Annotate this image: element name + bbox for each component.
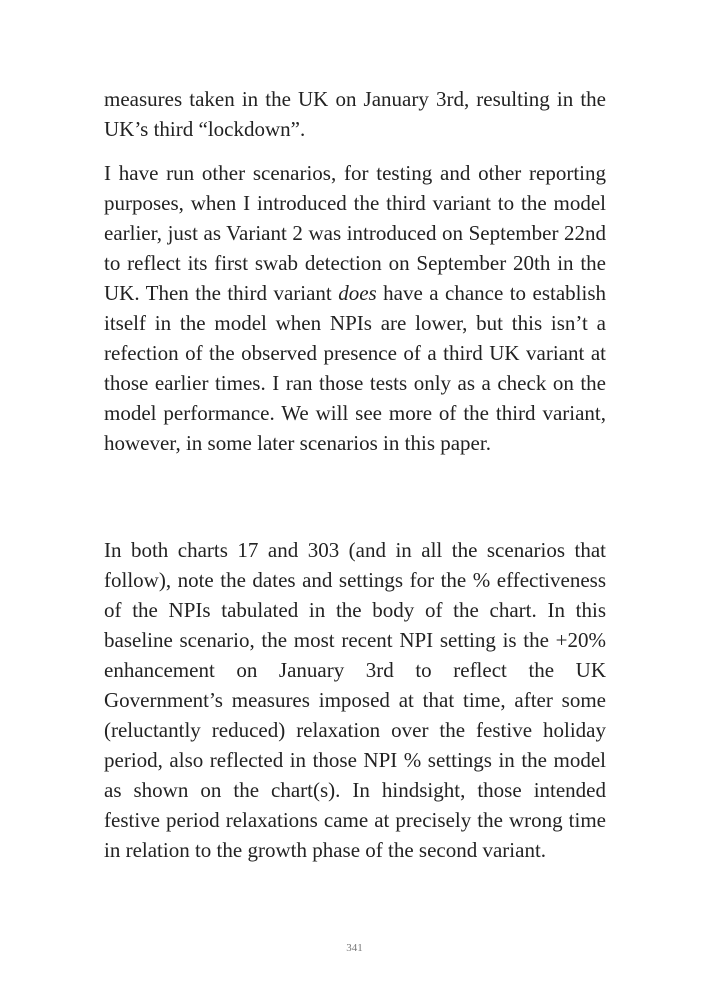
emphasized-word: does — [338, 281, 377, 305]
paragraph-3 — [104, 535, 606, 865]
paragraph-1 — [104, 84, 606, 144]
paragraph-1-text: measures taken in the UK on January 3rd, resulting in the UK’s third “lockdown”. — [104, 87, 606, 141]
paragraph-2-part-2: have a chance to establish itself in the model when NPIs are lower, but this isn’t a refection of the observed presence of a third UK variant at those earlier times. I ran those tests only as a check on the model performance. We will see more of the third variant, however, in some later scenarios in this paper. — [104, 281, 606, 455]
paragraph-2 — [104, 158, 606, 458]
paragraph-2-text — [104, 158, 606, 458]
paragraph-2-part-1: I have run other scenarios, for testing and other reporting purposes, when I introduced the third variant to the model earlier, just as Variant 2 was introduced on September 22nd to reflect its first swab detection on September 20th in the UK. Then the third variant — [104, 161, 606, 305]
page-number: 341 — [346, 942, 363, 954]
paragraph-3-text: In both charts 17 and 303 (and in all the scenarios that follow), note the dates and settings for the % effectiveness of the NPIs tabulated in the body of the chart. In this baseline scenario, the most recent NPI setting is the +20% enhancement on January 3rd to reflect the UK Government’s measures imposed at that time, after some (reluctantly reduced) relaxation over the festive holiday period, also reflected in those NPI % settings in the model as shown on the chart(s). In hindsight, those intended festive period relaxations came at precisely the wrong time in relation to the growth phase of the second variant. — [104, 538, 606, 862]
